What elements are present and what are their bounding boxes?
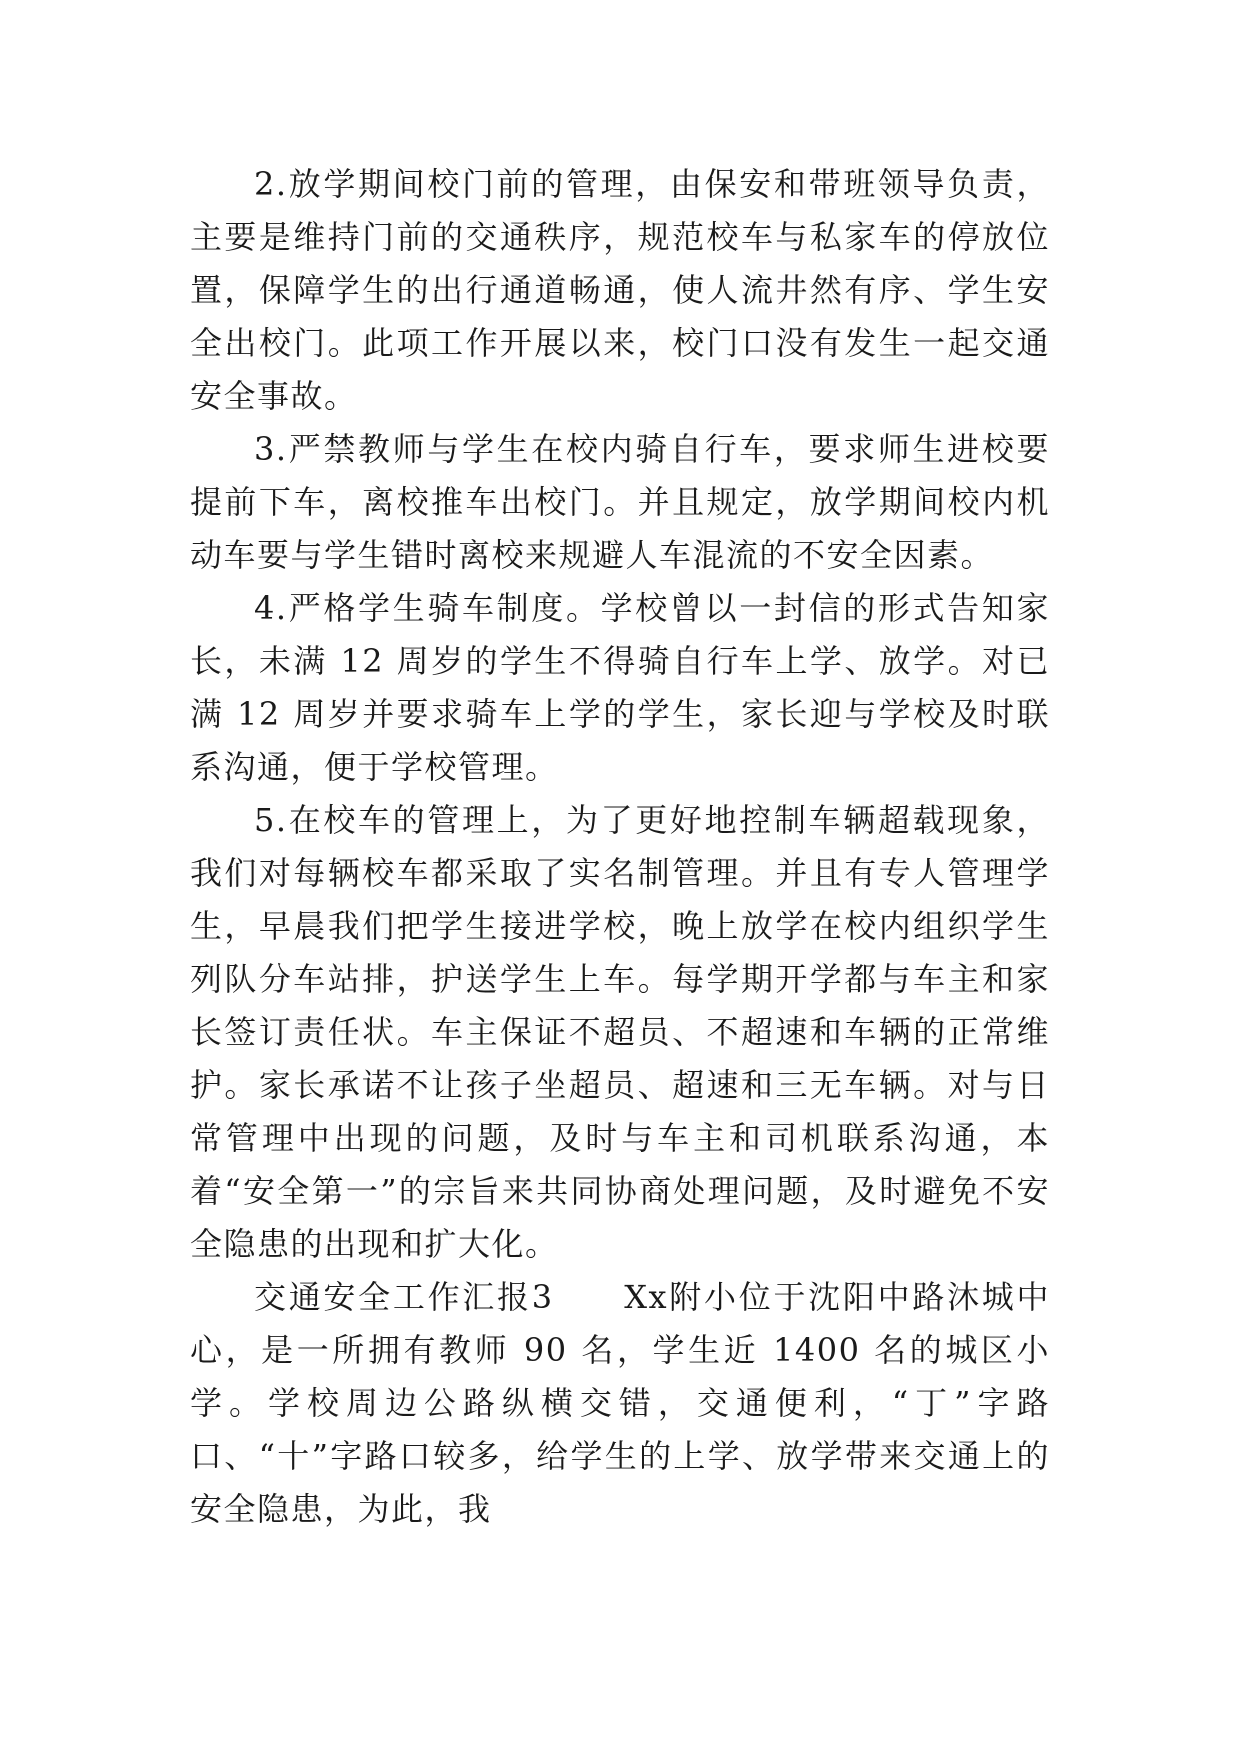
- paragraph-school-bus-management: 5.在校车的管理上，为了更好地控制车辆超载现象，我们对每辆校车都采取了实名制管理。并且有专人管理学生，早晨我们把学生接进学校，晚上放学在校内组织学生列队分车站排，护送学生上车。每学期开学都与车主和家长签订责任状。车主保证不超员、不超速和车辆的正常维护。家长承诺不让孩子坐超员、超速和三无车辆。对与日常管理中出现的问题，及时与车主和司机联系沟通，本着“安全第一”的宗旨来共同协商处理问题，及时避免不安全隐患的出现和扩大化。: [190, 801, 1050, 1263]
- document-body: [190, 158, 1050, 1536]
- paragraph-bicycle-ban: 3.严禁教师与学生在校内骑自行车，要求师生进校要提前下车，离校推车出校门。并且规定，放学期间校内机动车要与学生错时离校来规避人车混流的不安全因素。: [190, 430, 1050, 574]
- paragraph-school-gate-management: 2.放学期间校门前的管理，由保安和带班领导负责，主要是维持门前的交通秩序，规范校车与私家车的停放位置，保障学生的出行通道畅通，使人流井然有序、学生安全出校门。此项工作开展以来，校门口没有发生一起交通安全事故。: [190, 165, 1050, 415]
- paragraph-report-3: 交通安全工作汇报3 Xx附小位于沈阳中路沐城中心，是一所拥有教师 90 名，学生近 1400 名的城区小学。学校周边公路纵横交错，交通便利，“丁”字路口、“十”字路口较多，给学生的上学、放学带来交通上的安全隐患，为此，我: [190, 1278, 1050, 1528]
- paragraph-cycling-rules: 4.严格学生骑车制度。学校曾以一封信的形式告知家长，未满 12 周岁的学生不得骑自行车上学、放学。对已满 12 周岁并要求骑车上学的学生，家长迎与学校及时联系沟通，便于学校管理。: [190, 589, 1050, 786]
